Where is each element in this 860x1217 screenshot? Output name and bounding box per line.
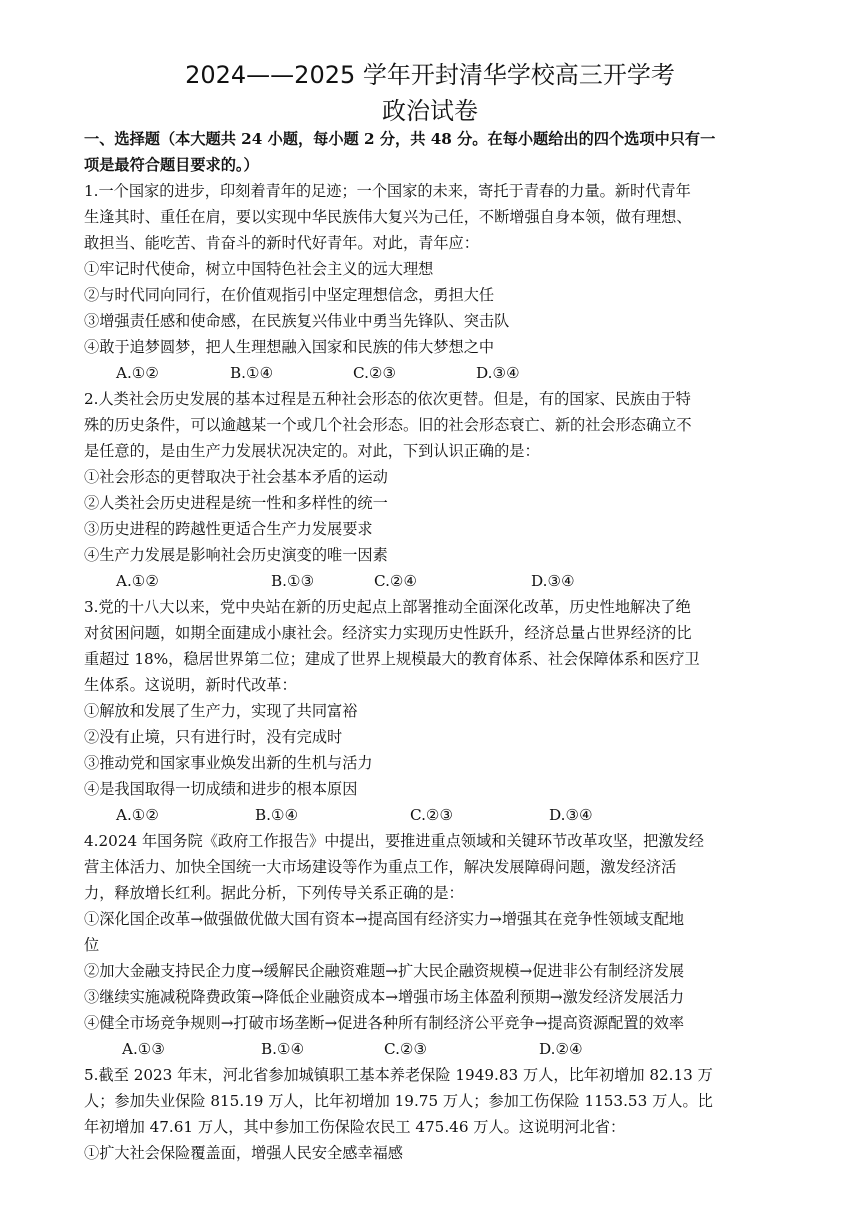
option-c: C.②③ [410, 806, 454, 824]
section-heading-line-2: 项是最符合题目要求的。） [84, 156, 259, 174]
question-2-options [84, 568, 784, 594]
option-a: A.①② [116, 572, 160, 590]
option-a: A.①② [116, 806, 160, 824]
question-1-item: ③增强责任感和使命感，在民族复兴伟业中勇当先锋队、突击队 [84, 312, 510, 330]
question-4-stem-line: 力，释放增长红利。据此分析，下列传导关系正确的是： [84, 884, 464, 902]
question-4-item: ④健全市场竞争规则→打破市场垄断→促进各种所有制经济公平竞争→提高资源配置的效率 [84, 1014, 685, 1032]
question-1-stem-line: 敢担当、能吃苦、肯奋斗的新时代好青年。对此，青年应： [84, 234, 479, 252]
section-heading-line-1: 一、选择题（本大题共 24 小题，每小题 2 分，共 48 分。在每小题给出的四个选项中只有一 [84, 130, 716, 148]
question-4-item: 位 [84, 936, 100, 954]
option-a: A.①② [116, 364, 160, 382]
question-5 [84, 1062, 784, 1166]
question-3-options [84, 802, 784, 828]
question-2-item: ①社会形态的更替取决于社会基本矛盾的运动 [84, 468, 388, 486]
option-b: B.①③ [271, 572, 315, 590]
question-3-item: ①解放和发展了生产力，实现了共同富裕 [84, 702, 358, 720]
question-4-item: ③继续实施减税降费政策→降低企业融资成本→增强市场主体盈利预期→激发经济发展活力 [84, 988, 685, 1006]
question-1-item: ②与时代同向同行，在价值观指引中坚定理想信念，勇担大任 [84, 286, 495, 304]
question-2 [84, 386, 784, 594]
question-3 [84, 594, 784, 828]
question-1-options [84, 360, 784, 386]
question-3-item: ②没有止境，只有进行时，没有完成时 [84, 728, 343, 746]
option-b: B.①④ [230, 364, 274, 382]
question-4-stem-line: 营主体活力、加快全国统一大市场建设等作为重点工作，解决发展障碍问题，激发经济活 [84, 858, 677, 876]
question-1-stem-line: 生逢其时、重任在肩，要以实现中华民族伟大复兴为己任，不断增强自身本领，做有理想、 [84, 208, 692, 226]
question-3-stem-line: 对贫困问题，如期全面建成小康社会。经济实力实现历史性跃升，经济总量占世界经济的比 [84, 624, 692, 642]
question-4-item: ②加大金融支持民企力度→缓解民企融资难题→扩大民企融资规模→促进非公有制经济发展 [84, 962, 685, 980]
option-d: D.③④ [549, 806, 593, 824]
question-3-stem-line: 重超过 18%，稳居世界第二位；建成了世界上规模最大的教育体系、社会保障体系和医疗卫 [84, 650, 700, 668]
option-d: D.②④ [539, 1040, 583, 1058]
option-b: B.①④ [261, 1040, 305, 1058]
question-2-stem-line: 2.人类社会历史发展的基本过程是五种社会形态的依次更替。但是，有的国家、民族由于特 [84, 390, 691, 408]
question-5-stem-line: 5.截至 2023 年末，河北省参加城镇职工基本养老保险 1949.83 万人，比年初增加 82.13 万 [84, 1066, 713, 1084]
option-c: C.②③ [353, 364, 397, 382]
question-3-stem-line: 生体系。这说明，新时代改革： [84, 676, 297, 694]
question-5-stem-line: 人；参加失业保险 815.19 万人，比年初增加 19.75 万人；参加工伤保险 1153.53 万人。比 [84, 1092, 713, 1110]
question-4-item: ①深化国企改革→做强做优做大国有资本→提高国有经济实力→增强其在竞争性领域支配地 [84, 910, 685, 928]
question-3-item: ④是我国取得一切成绩和进步的根本原因 [84, 780, 358, 798]
question-2-item: ②人类社会历史进程是统一性和多样性的统一 [84, 494, 388, 512]
option-d: D.③④ [531, 572, 575, 590]
question-2-stem-line: 是任意的，是由生产力发展状况决定的。对此，下到认识正确的是： [84, 442, 540, 460]
question-3-stem-line: 3.党的十八大以来，党中央站在新的历史起点上部署推动全面深化改革，历史性地解决了绝 [84, 598, 691, 616]
page-subtitle: 政治试卷 [382, 97, 478, 125]
question-1-item: ④敢于追梦圆梦，把人生理想融入国家和民族的伟大梦想之中 [84, 338, 495, 356]
question-2-item: ③历史进程的跨越性更适合生产力发展要求 [84, 520, 373, 538]
exam-body [84, 126, 784, 1166]
option-c: C.②④ [374, 572, 418, 590]
question-4 [84, 828, 784, 1062]
question-1-item: ①牢记时代使命，树立中国特色社会主义的远大理想 [84, 260, 434, 278]
option-d: D.③④ [476, 364, 520, 382]
page-title: 2024——2025 学年开封清华学校高三开学考 [185, 61, 675, 89]
option-b: B.①④ [255, 806, 299, 824]
question-2-stem-line: 殊的历史条件，可以逾越某一个或几个社会形态。旧的社会形态衰亡、新的社会形态确立不 [84, 416, 692, 434]
question-2-item: ④生产力发展是影响社会历史演变的唯一因素 [84, 546, 388, 564]
option-c: C.②③ [384, 1040, 428, 1058]
question-4-options [84, 1036, 784, 1062]
question-5-stem-line: 年初增加 47.61 万人，其中参加工伤保险农民工 475.46 万人。这说明河北省： [84, 1118, 626, 1136]
question-5-item: ①扩大社会保险覆盖面，增强人民安全感幸福感 [84, 1144, 403, 1162]
question-1 [84, 178, 784, 386]
question-4-stem-line: 4.2024 年国务院《政府工作报告》中提出，要推进重点领域和关键环节改革攻坚，把激发经 [84, 832, 704, 850]
option-a: A.①③ [122, 1040, 166, 1058]
question-3-item: ③推动党和国家事业焕发出新的生机与活力 [84, 754, 373, 772]
question-1-stem-line: 1.一个国家的进步，印刻着青年的足迹；一个国家的未来，寄托于青春的力量。新时代青年 [84, 182, 691, 200]
